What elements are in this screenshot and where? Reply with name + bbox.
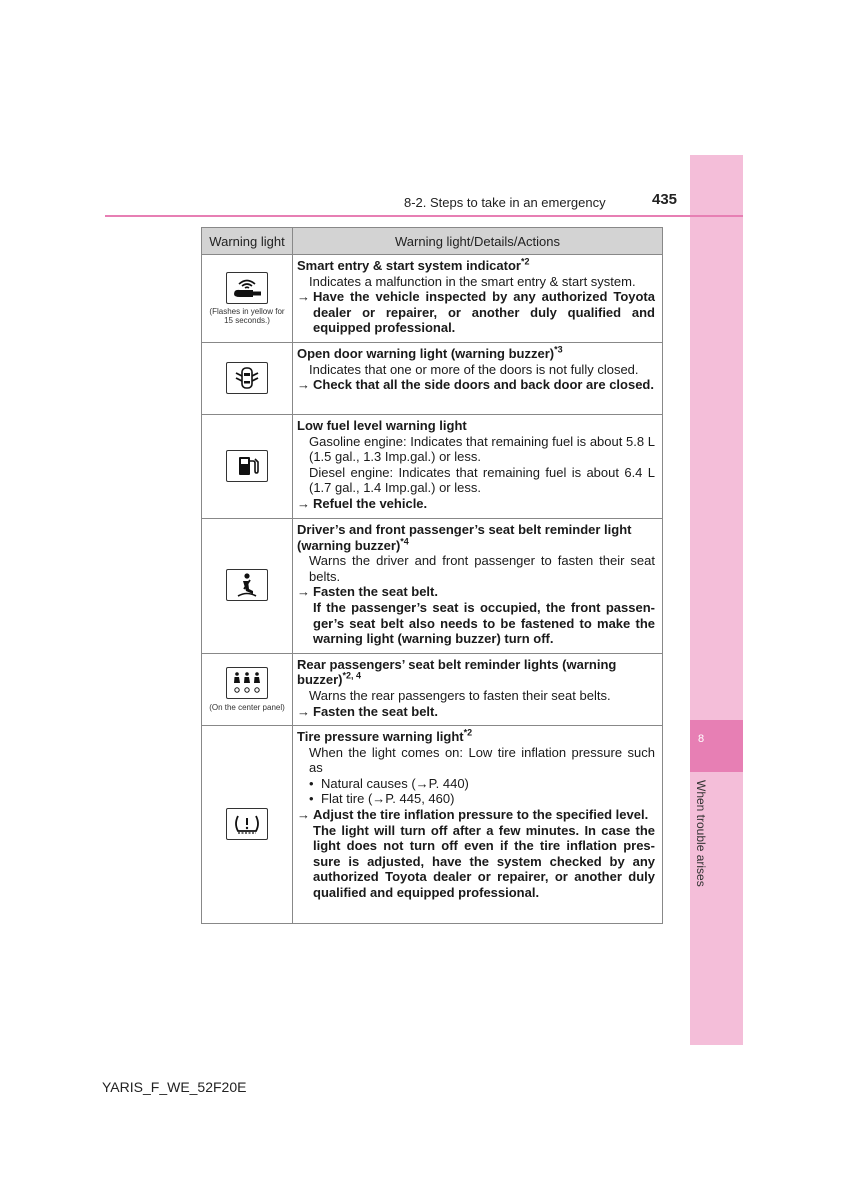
- table-row: [202, 653, 663, 725]
- table-row: [202, 518, 663, 653]
- row-action-detail: If the passenger’s seat is occupied, the front passen-ger’s seat belt also needs to be fastened to make the warning light (warning buzzer) turn off.: [313, 599, 655, 647]
- arrow-icon: →: [297, 584, 310, 600]
- row-action: Have the vehicle inspected by any authorized Toyota dealer or repairer, or another duly qualified and equipped professional.: [313, 289, 655, 336]
- row-title: Low fuel level warning light: [297, 417, 467, 433]
- footnote-mark: *3: [554, 344, 563, 355]
- table-row: [202, 726, 663, 924]
- row-description: Warns the rear passengers to fasten their seat belts.: [309, 687, 611, 703]
- smart-entry-key-icon: [226, 272, 268, 304]
- tire-pressure-icon: [226, 808, 268, 840]
- row-description: Indicates that one or more of the doors is not fully closed.: [309, 361, 639, 377]
- chapter-title: When trouble arises: [694, 780, 708, 887]
- row-action: Adjust the tire inflation pressure to the specified level.: [313, 807, 649, 823]
- row-description: Indicates a malfunction in the smart entry & start system.: [309, 273, 636, 289]
- rear-seat-belt-icon: [226, 667, 268, 699]
- arrow-icon: →: [297, 703, 310, 719]
- table-row: [202, 414, 663, 518]
- list-item: • Natural causes (→P. 440): [309, 775, 469, 791]
- row-title: Tire pressure warning light: [297, 729, 464, 745]
- footnote-mark: *2, 4: [342, 670, 362, 681]
- arrow-icon: →: [297, 289, 310, 305]
- icon-note: (Flashes in yellow for 15 seconds.): [209, 306, 285, 325]
- row-action: Refuel the vehicle.: [313, 495, 428, 511]
- arrow-icon: →: [297, 807, 310, 823]
- seat-belt-icon: [226, 569, 268, 601]
- table-row: [202, 255, 663, 343]
- row-action-detail: The light will turn off after a few minutes. In case the light does not turn off even if the tire inflation pres-sure is adjusted, have the system checked by any authorized Toyota dealer or repairer, or another duly qualified and equipped professional.: [313, 822, 655, 901]
- page-number: 435: [652, 191, 678, 208]
- row-description: When the light comes on: Low tire inflation pressure such as: [309, 744, 655, 776]
- row-action: Fasten the seat belt.: [313, 584, 438, 600]
- col-header-warning-light: Warning light: [202, 228, 293, 255]
- chapter-side-tab: [690, 155, 743, 1045]
- chapter-number: 8: [697, 733, 705, 745]
- row-title: Smart entry & start system indicator: [297, 258, 521, 273]
- document-code: YARIS_F_WE_52F20E: [102, 1079, 247, 1095]
- chapter-active-tab: [690, 720, 743, 772]
- row-title: Rear passengers’ seat belt reminder lights (warning buzzer): [297, 656, 617, 688]
- footnote-mark: *2: [520, 256, 530, 267]
- row-description: Warns the driver and front passenger to fasten their seat belts.: [309, 553, 655, 584]
- arrow-icon: →: [297, 377, 310, 393]
- row-title: Driver’s and front passenger’s seat belt reminder light (warning buzzer): [297, 521, 632, 553]
- open-door-icon: [226, 362, 268, 394]
- table-row: [202, 342, 663, 414]
- warning-light-table: [201, 227, 663, 924]
- footnote-mark: *2: [463, 727, 473, 738]
- footnote-mark: *4: [400, 536, 409, 547]
- list-item: • Flat tire (→P. 445, 460): [309, 791, 455, 807]
- col-header-details: Warning light/Details/Actions: [293, 228, 663, 255]
- fuel-pump-icon: [226, 450, 268, 482]
- row-action: Check that all the side doors and back door are closed.: [313, 377, 654, 393]
- section-title: 8-2. Steps to take in an emergency: [404, 195, 606, 210]
- row-description: Diesel engine: Indicates that remaining fuel is about 6.4 L (1.7 gal., 1.4 Imp.gal.) or less.: [309, 464, 655, 496]
- header-rule: [105, 215, 743, 217]
- row-description: Gasoline engine: Indicates that remaining fuel is about 5.8 L (1.5 gal., 1.3 Imp.gal.) or less.: [309, 433, 655, 465]
- arrow-icon: →: [297, 495, 310, 511]
- icon-note: (On the center panel): [209, 702, 285, 712]
- row-action: Fasten the seat belt.: [313, 703, 438, 719]
- row-title: Open door warning light (warning buzzer): [297, 345, 555, 361]
